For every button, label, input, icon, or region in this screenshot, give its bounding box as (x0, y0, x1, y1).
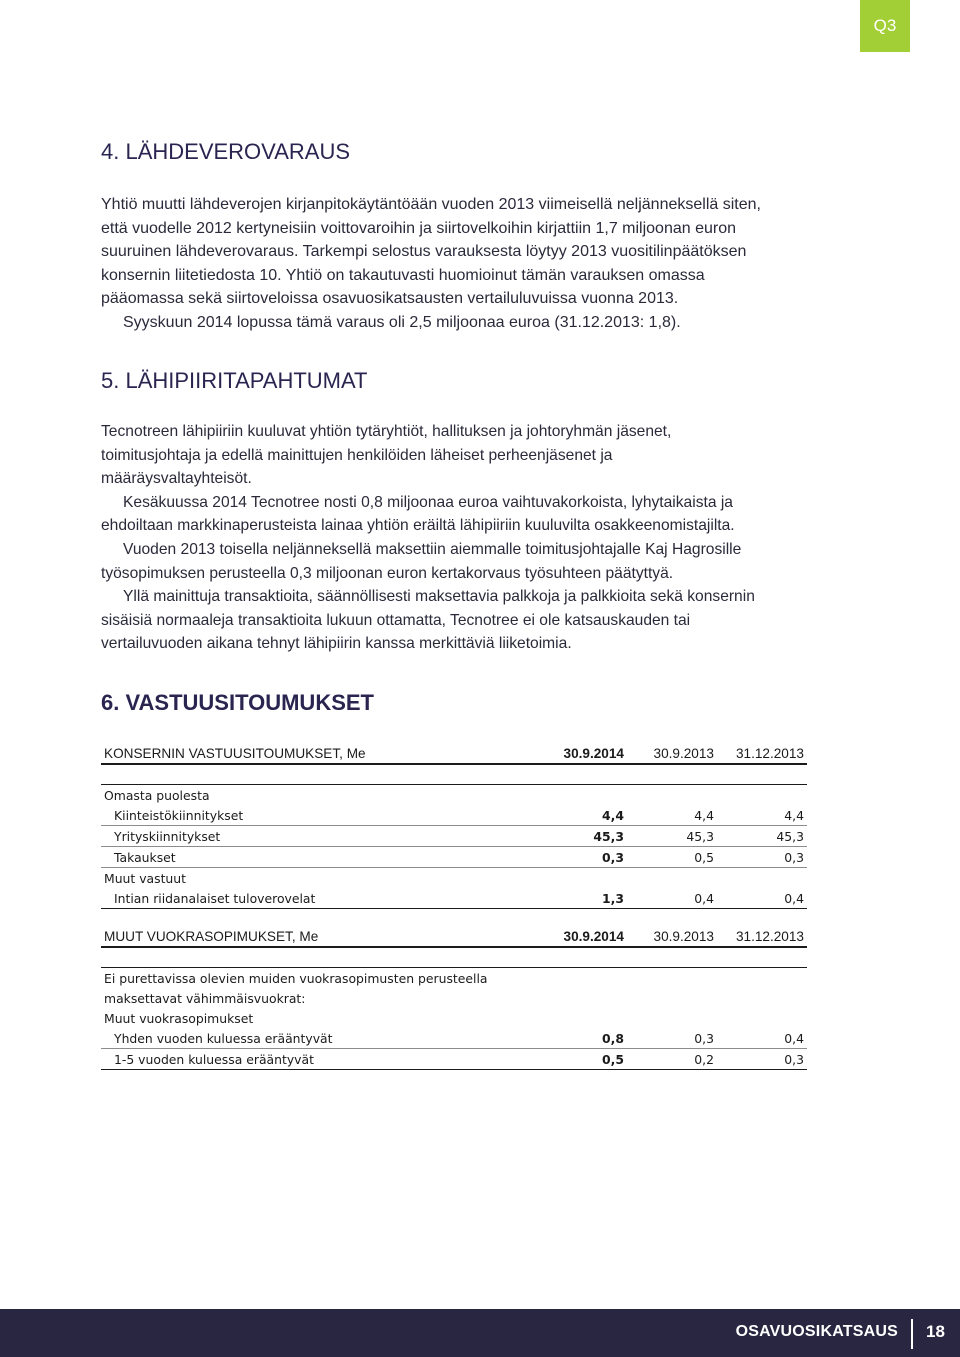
commitments-table (101, 744, 807, 909)
table-title: KONSERNIN VASTUUSITOUMUKSET, Me (101, 744, 523, 764)
section-5-heading: 5. LÄHIPIIRITAPAHTUMAT (101, 368, 368, 393)
column-header: 31.12.2013 (717, 744, 807, 764)
table-row (101, 868, 807, 889)
row-label: maksettavat vähimmäisvuokrat: (104, 990, 306, 1006)
column-header: 30.9.2014 (523, 927, 627, 947)
text-line: vertailuvuoden aikana tehnyt lähipiirin kanssa merkittäviä liiketoimia. (101, 635, 572, 653)
text-line: Tecnotreen lähipiiriin kuuluvat yhtiön tytäryhtiöt, hallituksen ja johtoryhmän jäsenet, (101, 423, 672, 440)
column-header: 30.9.2014 (523, 744, 627, 764)
text-line: että vuodelle 2012 kertyneisiin voittovaroihin ja siirtovelkoihin kirjattiin 1,7 miljoonan euron (101, 219, 737, 237)
row-label: Ei purettavissa olevien muiden vuokrasopimusten perusteella (101, 968, 807, 989)
cell-value: 4,4 (717, 805, 807, 826)
cell-value: 0,3 (717, 847, 807, 868)
table-row (101, 968, 807, 989)
text-line: ehdoiltaan markkinaperusteista lainaa yhtiön eräiltä lähipiiriin kuuluvilta osakkeenomistajilta. (101, 517, 735, 535)
text-line: toimitusjohtaja ja edellä mainittujen henkilöiden läheiset perheenjäsenet ja (101, 446, 613, 464)
table-row (101, 1008, 807, 1028)
cell-value (717, 785, 807, 806)
text-line: Yllä mainittuja transaktioita, säännöllisesti maksettavia palkkoja ja palkkioita sekä konsernin (123, 588, 755, 606)
spacer (101, 764, 807, 785)
row-label: Muut vuokrasopimukset (104, 1010, 254, 1026)
table-title: MUUT VUOKRASOPIMUKSET, Me (101, 927, 523, 947)
footer-title: OSAVUOSIKATSAUS (735, 1323, 898, 1340)
cell-value: 4,4 (627, 805, 717, 826)
row-label: Kiinteistökiinnitykset (101, 805, 523, 826)
cell-value: 0,4 (717, 888, 807, 909)
cell-value: 45,3 (627, 826, 717, 847)
text-line: Kesäkuussa 2014 Tecnotree nosti 0,8 miljoonaa euroa vaihtuvakorkoista, lyhytaikaista ja (123, 493, 733, 511)
column-header: 30.9.2013 (627, 744, 717, 764)
table-row (101, 988, 807, 1008)
table-row (101, 847, 807, 868)
section-6-heading: 6. VASTUUSITOUMUKSET (101, 690, 374, 715)
column-header: 30.9.2013 (627, 927, 717, 947)
page-number: 18 (926, 1322, 945, 1341)
cell-value (627, 785, 717, 806)
cell-value: 45,3 (717, 826, 807, 847)
section-4-heading: 4. LÄHDEVEROVARAUS (101, 139, 351, 164)
section-4-paragraph (101, 193, 861, 334)
row-label: 1-5 vuoden kuluessa erääntyvät (101, 1049, 523, 1070)
cell-value (627, 868, 717, 889)
cell-value: 0,5 (627, 847, 717, 868)
cell-value: 4,4 (523, 805, 627, 826)
spacer (101, 947, 807, 968)
cell-value: 0,3 (717, 1049, 807, 1070)
row-label: Yhden vuoden kuluessa erääntyvät (101, 1028, 523, 1049)
cell-value (523, 785, 627, 806)
table-row (101, 805, 807, 826)
column-header: 31.12.2013 (717, 927, 807, 947)
text-line: konsernin liitetiedosta 10. Yhtiö on takautuvasti huomioinut tämän varauksen omassa (101, 266, 705, 284)
cell-value: 45,3 (523, 826, 627, 847)
text-line: sisäisiä normaaleja transaktioita lukuun ottamatta, Tecnotree ei ole katsauskauden tai (101, 611, 691, 629)
cell-value: 0,4 (627, 888, 717, 909)
cell-value: 0,5 (523, 1049, 627, 1070)
text-line: Yhtiö muutti lähdeverojen kirjanpitokäytäntöään vuoden 2013 viimeisellä neljänneksellä siten, (101, 196, 761, 213)
row-label: Takaukset (101, 847, 523, 868)
table-header-row (101, 927, 807, 947)
table-row (101, 785, 807, 806)
text-line: Vuoden 2013 toisella neljänneksellä maksettiin aiemmalle toimitusjohtajalle Kaj Hagrosille (123, 540, 742, 558)
text-line: pääomassa sekä siirtoveloissa osavuosikatsausten vertailuluvuissa vuonna 2013. (101, 290, 679, 307)
table-row (101, 1049, 807, 1070)
table-header-row (101, 744, 807, 764)
table-row (101, 888, 807, 909)
footer-divider (911, 1319, 913, 1349)
cell-value: 0,2 (627, 1049, 717, 1070)
section-5-paragraph (101, 420, 861, 656)
row-label: Omasta puolesta (101, 785, 523, 806)
text-line: suuruinen lähdeverovaraus. Tarkempi selostus varauksesta löytyy 2013 vuositilinpäätöksen (101, 243, 747, 260)
cell-value (717, 868, 807, 889)
text-line: määräysvaltayhteisöt. (101, 470, 252, 488)
row-label: Intian riidanalaiset tuloverovelat (101, 888, 523, 909)
cell-value (523, 868, 627, 889)
cell-value: 0,3 (523, 847, 627, 868)
leases-table (101, 927, 807, 1070)
table-row (101, 1028, 807, 1049)
row-label: Yrityskiinnitykset (101, 826, 523, 847)
text-line: Syyskuun 2014 lopussa tämä varaus oli 2,5 miljoonaa euroa (31.12.2013: 1,8). (123, 313, 681, 331)
text-line: työsopimuksen perusteella 0,3 miljoonan euron kertakorvaus työsuhteen päätyttyä. (101, 564, 674, 582)
cell-value: 0,3 (627, 1028, 717, 1049)
cell-value: 1,3 (523, 888, 627, 909)
quarter-badge: Q3 (860, 0, 910, 52)
row-label: Muut vastuut (104, 870, 186, 886)
table-row (101, 826, 807, 847)
cell-value: 0,8 (523, 1028, 627, 1049)
cell-value: 0,4 (717, 1028, 807, 1049)
page-footer (0, 1309, 960, 1357)
